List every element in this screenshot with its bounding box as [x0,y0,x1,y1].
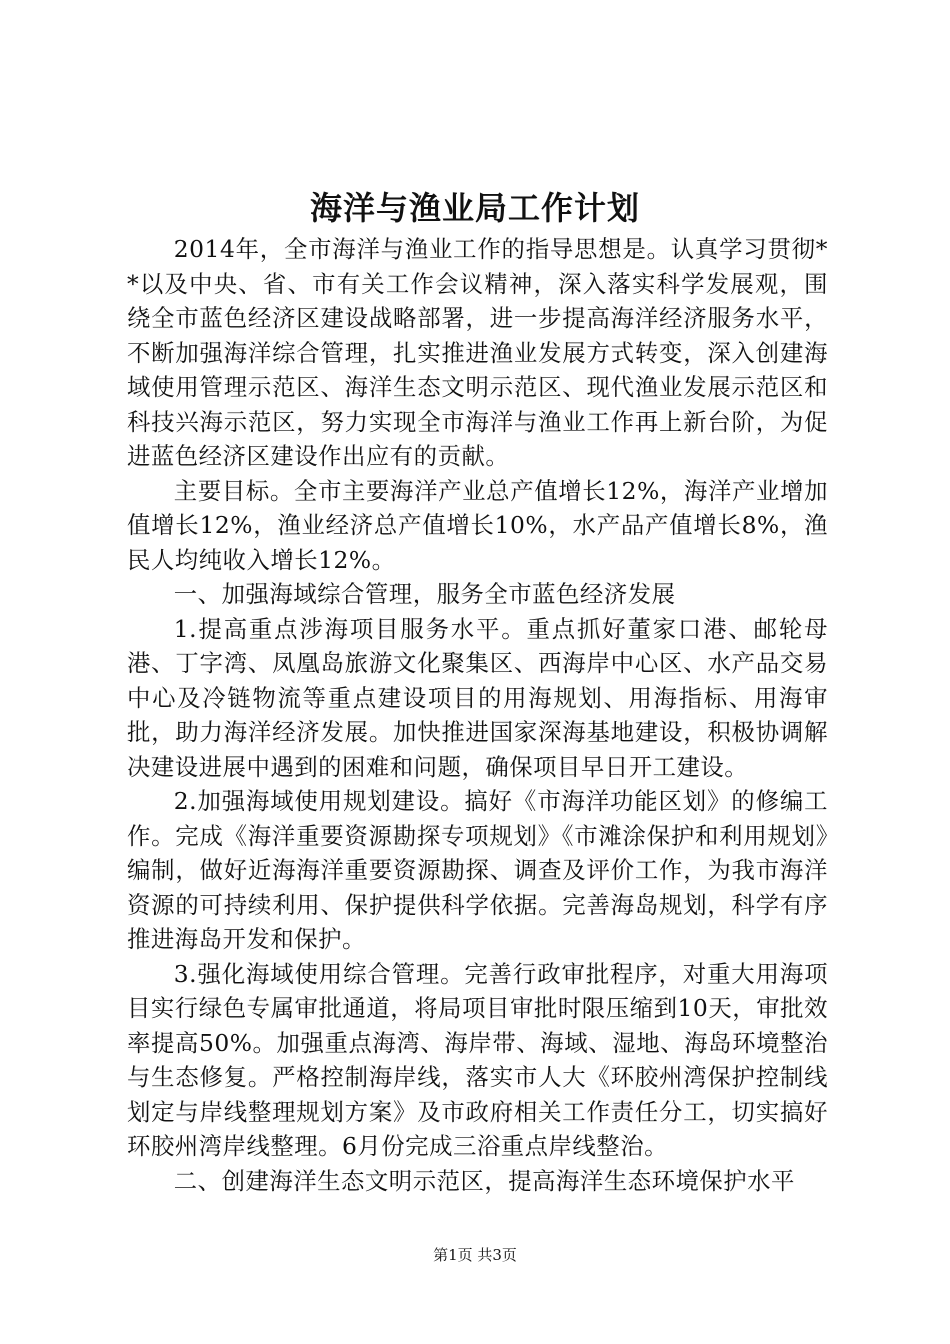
paragraph-main-goals: 主要目标。全市主要海洋产业总产值增长12%，海洋产业增加值增长12%，渔业经济总产值增长10%，水产品产值增长8%，渔民人均纯收入增长12%。 [127,476,828,574]
paragraph-guiding-ideology: 2014年，全市海洋与渔业工作的指导思想是。认真学习贯彻**以及中央、省、市有关工作会议精神，深入落实科学发展观，围绕全市蓝色经济区建设战略部署，进一步提高海洋经济服务水平，不断加强海洋综合管理，扎实推进渔业发展方式转变，深入创建海域使用管理示范区、海洋生态文明示范区、现代渔业发展示范区和科技兴海示范区，努力实现全市海洋与渔业工作再上新台阶，为促进蓝色经济区建设作出应有的贡献。 [127,235,828,470]
paragraph-item-1: 1.提高重点涉海项目服务水平。重点抓好董家口港、邮轮母港、丁字湾、凤凰岛旅游文化聚集区、西海岸中心区、水产品交易中心及冷链物流等重点建设项目的用海规划、用海指标、用海审批，助力海洋经济发展。加快推进国家深海基地建设，积极协调解决建设进展中遇到的困难和问题，确保项目早日开工建设。 [127,614,828,781]
document-body [127,232,828,1198]
section-heading-1: 一、加强海域综合管理，服务全市蓝色经济发展 [173,580,676,608]
section-heading-2: 二、创建海洋生态文明示范区，提高海洋生态环境保护水平 [173,1166,795,1195]
page-number-footer: 第1页 共3页 [433,1246,517,1264]
paragraph-item-2: 2.加强海域使用规划建设。搞好《市海洋功能区划》的修编工作。完成《海洋重要资源勘探专项规划》《市滩涂保护和利用规划》编制，做好近海海洋重要资源勘探、调查及评价工作，为我市海洋资源的可持续利用、保护提供科学依据。完善海岛规划，科学有序推进海岛开发和保护。 [127,787,828,953]
document-title: 海洋与渔业局工作计划 [309,189,640,227]
paragraph-item-3: 3.强化海域使用综合管理。完善行政审批程序，对重大用海项目实行绿色专属审批通道，将局项目审批时限压缩到10天，审批效率提高50%。加强重点海湾、海岸带、海域、湿地、海岛环境整治与生态修复。严格控制海岸线，落实市人大《环胶州湾保护控制线划定与岸线整理规划方案》及市政府相关工作责任分工，切实搞好环胶州湾岸线整理。6月份完成三浴重点岸线整治。 [127,959,828,1160]
